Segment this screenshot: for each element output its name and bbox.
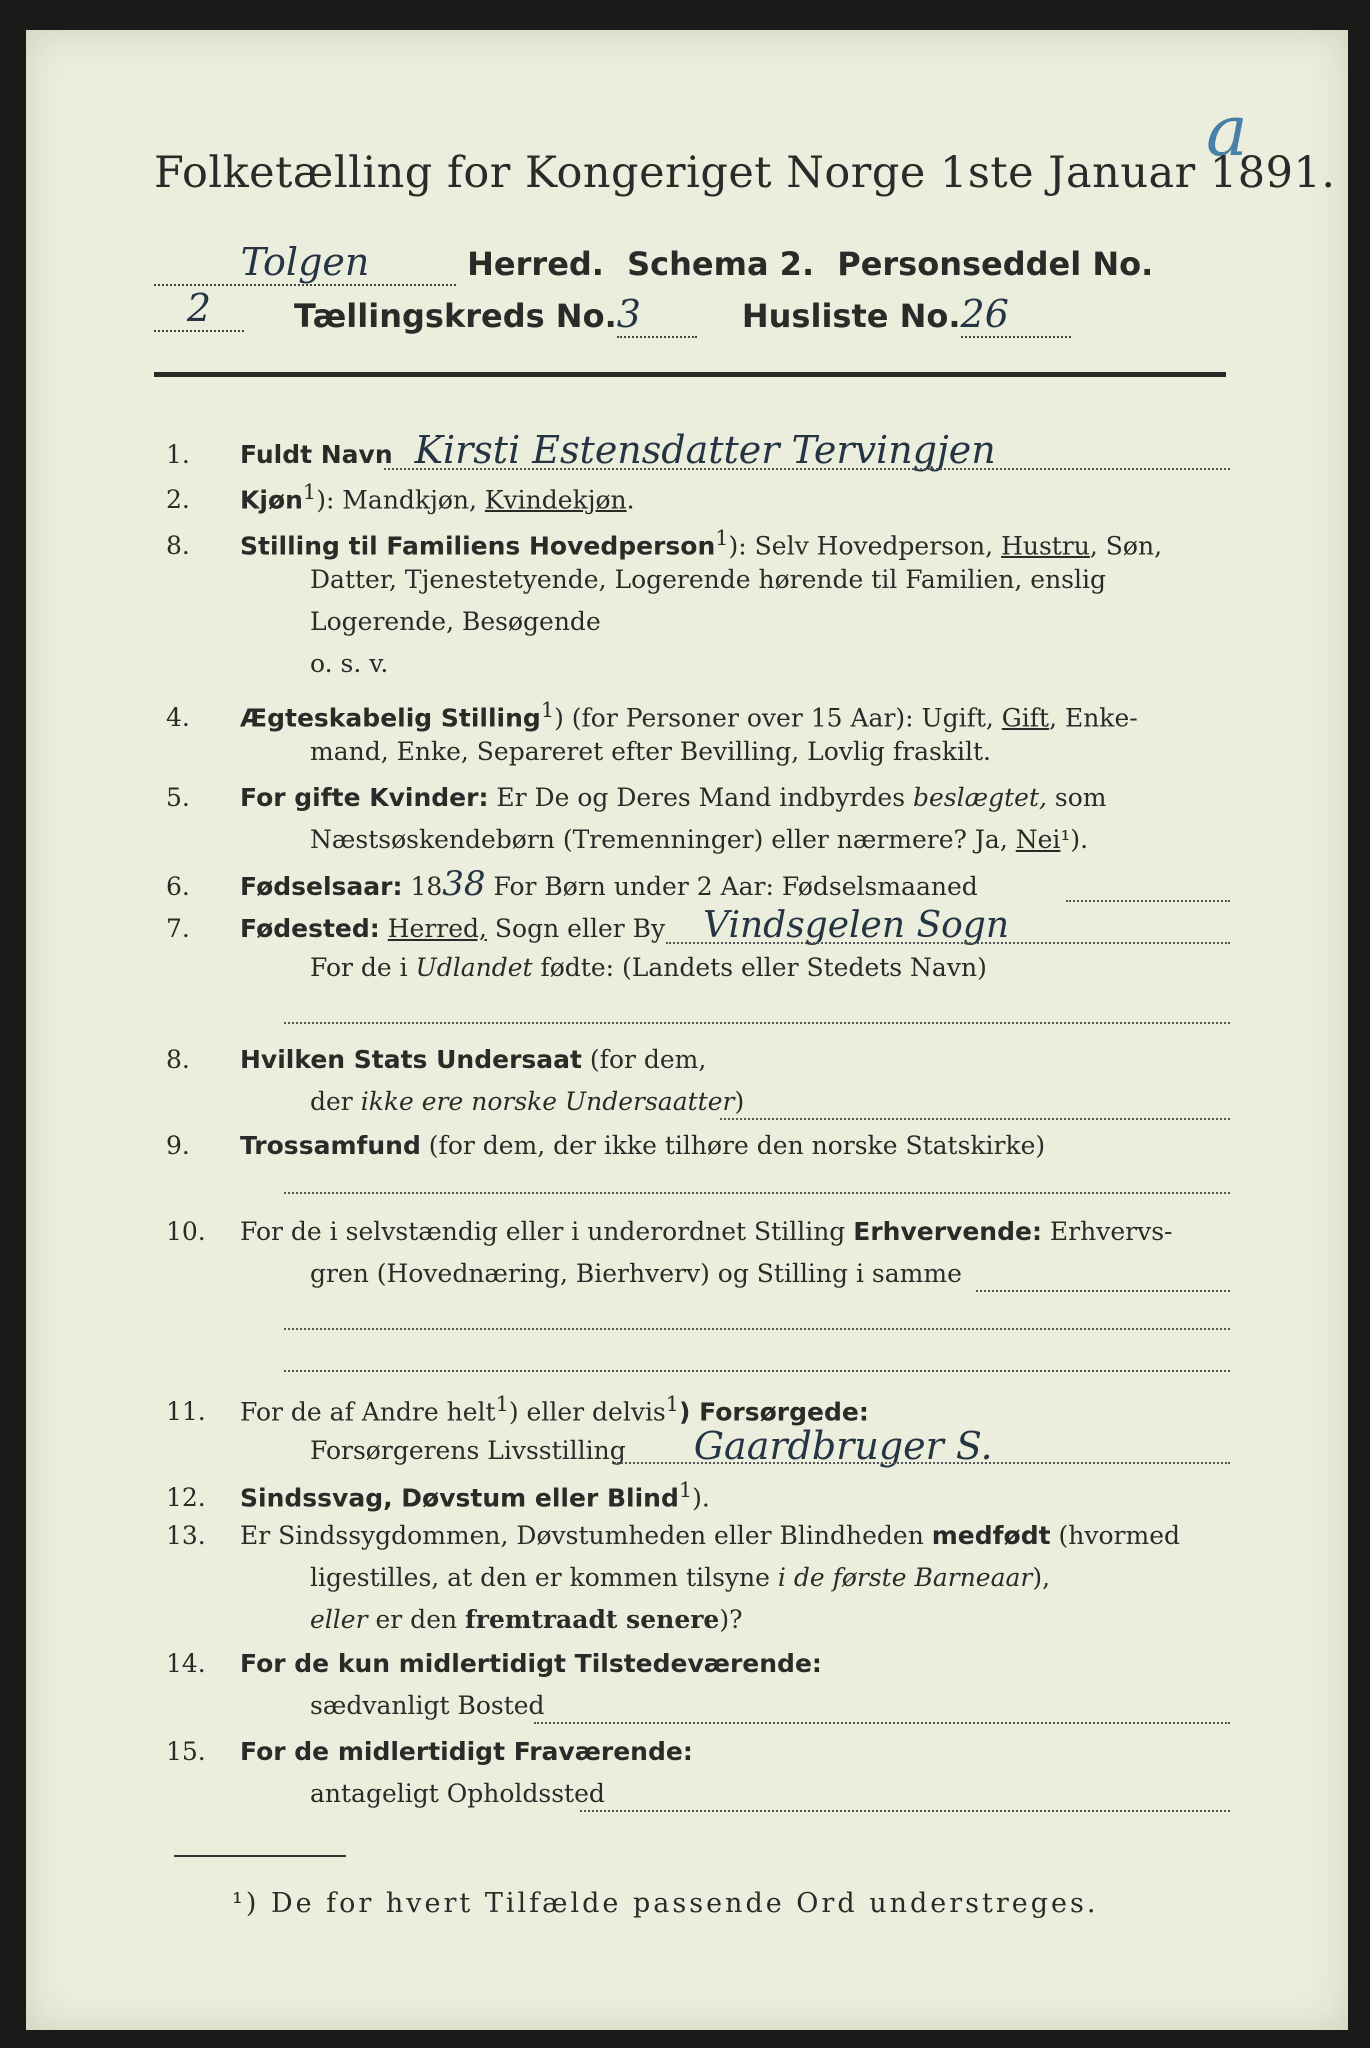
header-line-kreds: [294, 292, 1194, 338]
q10-blank-line-1: [284, 1326, 1230, 1330]
q11-footnote-mark-b: 1: [665, 1392, 680, 1416]
q2-row: [166, 472, 1236, 520]
q7-number: 7.: [166, 914, 190, 943]
q5-label: For gifte Kvinder:: [240, 783, 489, 812]
q6-year-value: 38: [442, 864, 486, 904]
q5-line2-end: ¹).: [1060, 825, 1089, 854]
q6-dotted-line: [1066, 898, 1230, 902]
q5-row: [166, 778, 1236, 818]
q4-footnote-mark: 1: [540, 698, 555, 722]
q13-line3-text: er den: [367, 1605, 466, 1634]
q13-barneaar: i de første Barneaar: [777, 1563, 1033, 1592]
q3-footnote-mark: 1: [715, 526, 729, 550]
husliste-value: 26: [960, 292, 1009, 336]
q12-label: Sindssvag, Døvstum eller Blind: [240, 1483, 679, 1513]
q14-line2: sædvanligt Bosted: [310, 1691, 545, 1720]
q8-row: [166, 1040, 1236, 1080]
q11-text-a: For de af Andre helt: [240, 1397, 496, 1427]
q8-dotted-line: [720, 1116, 1230, 1120]
corner-mark: a: [1206, 90, 1248, 172]
q15-dotted-line: [580, 1808, 1230, 1812]
q3-hustru: Hustru: [1001, 531, 1090, 561]
q15-label: For de midlertidigt Fraværende:: [240, 1737, 693, 1766]
q5-line2-text: Næstsøskendebørn (Tremenninger) eller nærmere? Ja,: [310, 825, 1016, 854]
q13-label: medfødt: [931, 1521, 1051, 1550]
q10-number: 10.: [166, 1217, 206, 1246]
q9-row: [166, 1126, 1236, 1166]
footnote-rule: [174, 1855, 346, 1857]
q5-line2: [310, 820, 1240, 860]
q11-footnote-mark-a: 1: [495, 1392, 509, 1416]
q10-row: [166, 1212, 1236, 1252]
q7-label: Fødested:: [240, 914, 380, 943]
q8-number: 8.: [166, 1045, 190, 1074]
kreds-value: 3: [616, 292, 641, 336]
census-form-page: [26, 30, 1348, 2030]
q15-line2: antageligt Opholdssted: [310, 1779, 605, 1808]
q2-label: Kjøn: [240, 485, 303, 515]
q10-end: Erhvervs-: [1041, 1217, 1173, 1246]
q2-end: .: [626, 485, 635, 515]
q10-text: For de i selvstændig eller i underordnet Stilling: [240, 1217, 854, 1246]
q12-footnote-mark: 1: [678, 1478, 693, 1502]
q7-blank-line: [284, 1020, 1230, 1024]
q9-text: (for dem, der ikke tilhøre den norske Statskirke): [420, 1131, 1046, 1160]
q5-beslaegtet: beslægtet,: [913, 783, 1047, 812]
q11-label: ) Forsørgede:: [679, 1397, 869, 1427]
q3-label: Stilling til Familiens Hovedperson: [240, 531, 716, 561]
q3-text: ): Selv Hovedperson,: [728, 531, 1002, 561]
q7-herred: Herred,: [387, 914, 487, 943]
q13-row: [166, 1516, 1236, 1556]
q1-name-value: Kirsti Estensdatter Tervingjen: [414, 428, 996, 472]
form-title: Folketælling for Kongeriget Norge 1ste Januar 1891.: [154, 148, 1336, 198]
q4-number: 4.: [166, 703, 190, 733]
q8-line2-end: ): [734, 1087, 745, 1116]
q2-kvindekjon: Kvindekjøn: [484, 485, 627, 515]
kreds-label: Tællingskreds No.: [294, 297, 617, 335]
q6-number: 6.: [166, 872, 190, 901]
q13-line2-text: ligestilles, at den er kommen tilsyne: [310, 1563, 778, 1592]
q14-label: For de kun midlertidigt Tilstedeværende:: [240, 1649, 822, 1678]
q4-line2: mand, Enke, Separeret efter Bevilling, Lovlig fraskilt.: [310, 737, 991, 766]
q7-text: Sogn eller By: [486, 914, 666, 943]
q9-blank-line: [284, 1190, 1230, 1194]
q7-line2-end: fødte: (Landets eller Stedets Navn): [532, 953, 987, 982]
herred-value: Tolgen: [240, 240, 370, 284]
herred-label: Herred.: [467, 245, 604, 283]
q5-end: som: [1046, 783, 1107, 812]
q13-line3: [310, 1600, 1240, 1640]
q9-label: Trossamfund: [240, 1131, 421, 1160]
q15-row: [166, 1732, 1236, 1772]
q5-text: Er De og Deres Mand indbyrdes: [488, 783, 913, 812]
q14-number: 14.: [166, 1649, 206, 1678]
q6-label: Fødselsaar:: [240, 872, 403, 901]
q13-number: 13.: [166, 1521, 206, 1550]
q7-dotted-line: [666, 940, 1230, 944]
q13-eller: eller: [310, 1605, 368, 1634]
q4-end: , Enke-: [1049, 703, 1138, 733]
q8-text: (for dem,: [581, 1045, 707, 1074]
q1-label: Fuldt Navn: [240, 440, 393, 469]
q7-line2-text: For de i: [310, 953, 416, 982]
schema-label: Schema 2.: [627, 245, 815, 283]
q3-end: , Søn,: [1089, 531, 1163, 561]
q14-dotted-line: [534, 1720, 1230, 1724]
header-rule: [154, 372, 1226, 377]
q7-udlandet: Udlandet: [415, 953, 533, 982]
personseddel-label: Personseddel No.: [837, 245, 1154, 283]
q11-number: 11.: [166, 1397, 206, 1427]
q5-nei: Nei: [1015, 825, 1061, 854]
q1-dotted-line: [384, 466, 1230, 470]
footnote-text: ¹) De for hvert Tilfælde passende Ord understreges.: [232, 1888, 1099, 1919]
q3-line3: Logerende, Besøgende: [310, 607, 601, 636]
q10-dotted-line: [976, 1288, 1230, 1292]
q8-ikke-norske: ikke ere norske Undersaatter: [360, 1087, 735, 1116]
q2-footnote-mark: 1: [302, 480, 317, 504]
q11-dotted-line: [614, 1460, 1230, 1464]
q2-number: 2.: [166, 485, 190, 515]
q10-blank-line-2: [284, 1368, 1230, 1372]
q15-number: 15.: [166, 1737, 206, 1766]
q13-line3-end: )?: [719, 1605, 743, 1634]
q3-line4: o. s. v.: [310, 649, 389, 678]
husliste-label: Husliste No.: [741, 297, 961, 335]
q11-line2: [310, 1426, 1240, 1471]
q5-number: 5.: [166, 783, 190, 812]
q13-text: Er Sindssygdommen, Døvstumheden eller Blindheden: [240, 1521, 932, 1550]
q13-senere: fremtraadt senere: [465, 1605, 720, 1634]
q3-number: 8.: [166, 531, 190, 561]
q11-line2-text: Forsørgerens Livsstilling: [310, 1436, 626, 1465]
q12-row: [166, 1470, 1236, 1518]
q12-end: ).: [692, 1483, 710, 1513]
q4-gift: Gift: [1001, 703, 1050, 733]
q10-line2: gren (Hovednæring, Bierhverv) og Stilling i samme: [310, 1259, 962, 1288]
q13-end: (hvormed: [1050, 1521, 1180, 1550]
q8-line2-text: der: [310, 1087, 361, 1116]
q1-number: 1.: [166, 440, 190, 469]
q11-provider-value: Gaardbruger S.: [693, 1424, 993, 1468]
q11-text-b: ) eller delvis: [508, 1397, 666, 1427]
q7-birthplace-value: Vindsgelen Sogn: [703, 905, 1010, 946]
q8-label: Hvilken Stats Undersaat: [240, 1045, 582, 1074]
q4-label: Ægteskabelig Stilling: [240, 703, 541, 733]
q3-line2: Datter, Tjenestetyende, Logerende hørende til Familien, enslig: [310, 565, 1107, 594]
q6-text: For Børn under 2 Aar: Fødselsmaaned: [485, 872, 978, 901]
q12-number: 12.: [166, 1483, 206, 1513]
q7-line2: [310, 948, 1240, 988]
q13-line2-end: ),: [1032, 1563, 1051, 1592]
q9-number: 9.: [166, 1131, 190, 1160]
q6-prefix: 18: [402, 872, 443, 901]
q14-row: [166, 1644, 1236, 1684]
personseddel-value: 2: [186, 286, 212, 330]
q2-text: ): Mandkjøn,: [316, 485, 485, 515]
q4-text: ) (for Personer over 15 Aar): Ugift,: [554, 703, 1002, 733]
q10-label: Erhvervende:: [853, 1217, 1042, 1246]
q13-line2: [310, 1558, 1240, 1598]
